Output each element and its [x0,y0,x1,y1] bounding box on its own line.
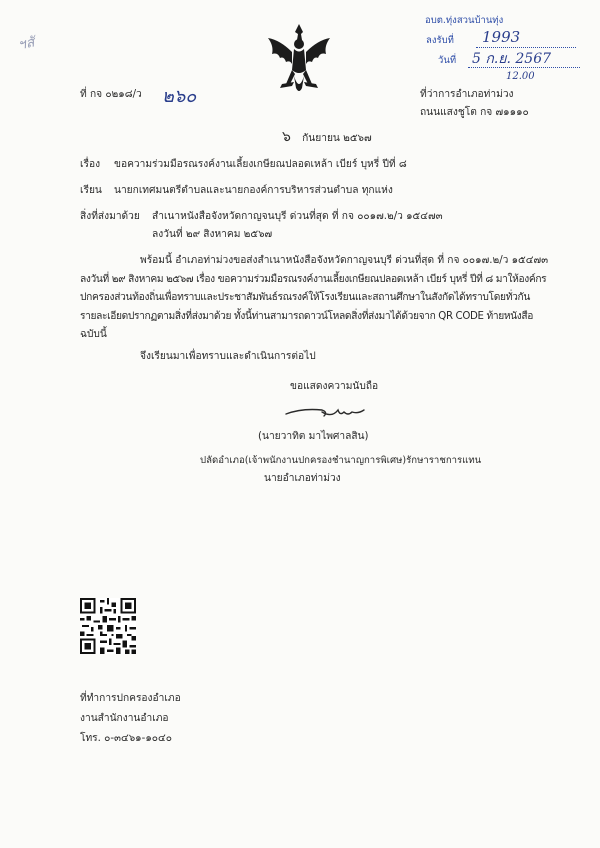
footer-line2: งานสำนักงานอำเภอ [80,713,169,724]
signature-closing: ขอแสดงความนับถือ [290,381,379,392]
enclosure-line1: สำเนาหนังสือจังหวัดกาญจนบุรี ด่วนที่สุด ที่ กจ ๐๐๑๗.๒/ว ๑๕๔๗๓ [152,211,443,222]
footer-line3: โทร. ๐-๓๔๖๑-๑๐๔๐ [80,733,172,744]
signatory-title-2: นายอำเภอท่าม่วง [264,473,341,484]
sender-address-line1: ที่ว่าการอำเภอท่าม่วง [420,89,514,100]
sender-address-line2: ถนนแสงชูโต กจ ๗๑๑๑๐ [420,107,529,118]
body-line: ฉบับนี้ [80,329,107,340]
body-paragraph [80,252,550,345]
doc-number-handwritten: ๒๖๐ [162,86,197,107]
signatory-name: (นายวาทิต มาไพศาลสิน) [258,431,369,442]
letter-date-day: ๖ [282,129,291,145]
receipt-stamp-time-value: 12.00 [506,71,535,82]
qr-code-icon [80,598,136,654]
letter-date [282,130,372,146]
handwritten-signature [282,400,372,424]
subject-label: เรื่อง [80,159,101,170]
margin-mark: ฯสั [16,34,36,54]
body-line: ปกครองส่วนท้องถิ่นเพื่อทราบและประชาสัมพันธ์รณรงค์ให้โรงเรียนและสถานศึกษาในสังกัดได้ทราบโดยทั่วกัน [80,292,531,303]
body-line: ลงวันที่ ๒๙ สิงหาคม ๒๕๖๗ เรื่อง ขอความร่วมมือรณรงค์งานเลี้ยงเกษียณปลอดเหล้า เบียร์ บุหรี่ ปีที่ ๘ มาให้องค์กร [80,273,547,285]
letter-date-rest: กันยายน ๒๕๖๗ [302,133,372,144]
receipt-stamp [420,12,590,86]
body-line: พร้อมนี้ อำเภอท่าม่วงขอส่งสำเนาหนังสือจังหวัดกาญจนบุรี ด่วนที่สุด ที่ กจ ๐๐๑๗.๒/ว ๑๕๔๗๓ [140,255,549,266]
receipt-stamp-date-value: 5 ก.ย. 2567 [472,51,552,67]
enclosure-label: สิ่งที่ส่งมาด้วย [80,211,140,222]
body-line: รายละเอียดปรากฏตามสิ่งที่ส่งมาด้วย ทั้งนี้ท่านสามารถดาวน์โหลดสิ่งที่ส่งมาได้ด้วยจาก QR CODE ท้ายหนังสือ [80,310,534,322]
enclosure-line2: ลงวันที่ ๒๙ สิงหาคม ๒๕๖๗ [152,229,273,240]
doc-number-prefix: ที่ กจ ๐๒๑๘/ว [80,89,142,100]
recipient-label: เรียน [80,185,102,196]
subject-text: ขอความร่วมมือรณรงค์งานเลี้ยงเกษียณปลอดเหล้า เบียร์ บุหรี่ ปีที่ ๘ [114,159,407,170]
garuda-emblem-icon [264,18,334,98]
receipt-stamp-date-label: วันที่ [438,55,457,66]
recipient-text: นายกเทศมนตรีตำบลและนายกองค์การบริหารส่วนตำบล ทุกแห่ง [114,185,393,196]
receipt-stamp-underline-2 [468,67,580,68]
footer-line1: ที่ทำการปกครองอำเภอ [80,693,181,704]
receipt-stamp-header: อบต.ทุ่งสวนบ้านทุ่ง [425,15,504,26]
receipt-stamp-received-no: 1993 [482,28,521,46]
receipt-stamp-received-label: ลงรับที่ [426,35,454,46]
signatory-title-1: ปลัดอำเภอ(เจ้าพนักงานปกครองชำนาญการพิเศษ)รักษาราชการแทน [200,455,482,466]
closing-request: จึงเรียนมาเพื่อทราบและดำเนินการต่อไป [140,351,316,362]
